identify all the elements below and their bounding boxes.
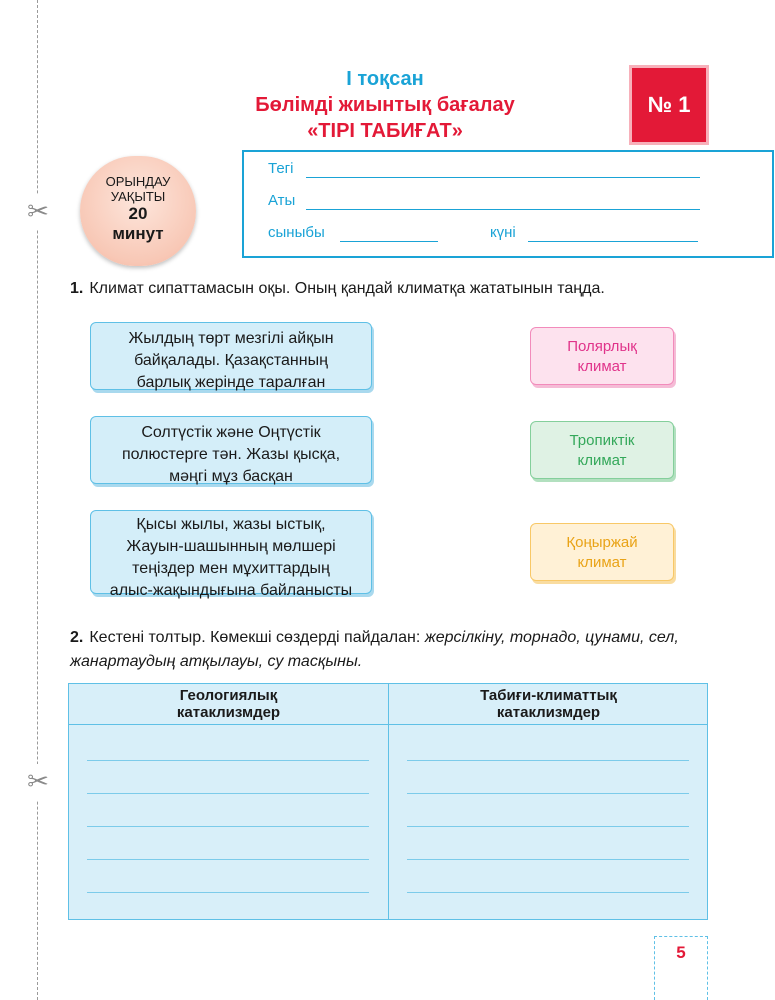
description-line: алыс-жақындығына байланысты (109, 582, 353, 599)
climate-option-label: Полярлық (567, 338, 637, 355)
answer-line-left[interactable] (87, 859, 369, 860)
assessment-title: Бөлімді жиынтық бағалау (255, 94, 515, 116)
climate-option-label: Қоңыржай (566, 534, 638, 551)
description-line: Жауын-шашынның мөлшері (126, 538, 336, 555)
answer-line-right[interactable] (407, 892, 689, 893)
time-badge (80, 156, 196, 266)
climate-option-label: Тропиктік (569, 432, 635, 449)
table-header-climatic (389, 687, 708, 721)
climate-option-tropical[interactable] (530, 421, 674, 479)
answer-line-left[interactable] (87, 826, 369, 827)
answer-line-left[interactable] (87, 892, 369, 893)
answer-line-left[interactable] (87, 793, 369, 794)
time-unit: минут (112, 224, 164, 243)
header-line: катаклизмдер (496, 704, 601, 721)
answer-line-right[interactable] (407, 793, 689, 794)
climate-option-label: климат (577, 452, 627, 469)
header-line: Геологиялық (179, 687, 278, 704)
answer-line-right[interactable] (407, 760, 689, 761)
description-line: теңіздер мен мұхиттардың (132, 560, 330, 577)
task-2-helper-words: жерсілкіну, торнадо, цунами, сел, жанартаудың атқылауы, су тасқыны. (70, 629, 679, 670)
student-info-box (242, 150, 774, 258)
cataclysm-table (68, 683, 708, 920)
description-line: Жылдың төрт мезгілі айқын (128, 330, 334, 347)
climate-option-label: климат (577, 358, 627, 375)
task-2-text: Кестені толтыр. Көмекші сөздерді пайдалан: (89, 629, 425, 646)
table-header-geological (69, 687, 388, 721)
date-label: күні (490, 224, 516, 241)
quarter-title: І тоқсан (346, 68, 424, 90)
task-1-text: Климат сипаттамасын оқы. Оның қандай климатқа жататынын таңда. (89, 280, 605, 297)
surname-field[interactable] (268, 160, 700, 182)
climate-description-2[interactable] (90, 416, 372, 484)
page-number: 5 (654, 936, 708, 1000)
task-1-number: 1. (70, 280, 84, 297)
class-field[interactable] (268, 224, 438, 246)
climate-option-polar[interactable] (530, 327, 674, 385)
description-line: Қысы жылы, жазы ыстық, (136, 516, 326, 533)
name-label: Аты (268, 192, 296, 209)
answer-line-right[interactable] (407, 826, 689, 827)
time-label-2: УАҚЫТЫ (110, 189, 166, 204)
surname-line (306, 177, 700, 178)
header-line: катаклизмдер (176, 704, 281, 721)
header-line: Табиғи-климаттық (480, 687, 617, 704)
task-2-number: 2. (70, 629, 84, 646)
climate-option-temperate[interactable] (530, 523, 674, 581)
answer-line-right[interactable] (407, 859, 689, 860)
name-line (306, 209, 700, 210)
climate-description-1[interactable] (90, 322, 372, 390)
class-label: сыныбы (268, 224, 325, 241)
description-line: полюстерге тән. Жазы қысқа, (121, 446, 341, 463)
description-line: мәңгі мұз басқан (169, 468, 293, 485)
date-line (528, 241, 698, 242)
climate-description-3[interactable] (90, 510, 372, 599)
table-header-divider (69, 724, 707, 725)
task-2-prompt (70, 626, 710, 674)
answer-line-left[interactable] (87, 760, 369, 761)
cut-line (37, 0, 38, 1000)
time-label-1: ОРЫНДАУ (105, 174, 171, 189)
name-field[interactable] (268, 192, 700, 214)
assessment-number-badge: № 1 (632, 68, 706, 142)
date-field[interactable] (490, 224, 698, 246)
time-minutes: 20 (128, 204, 148, 223)
surname-label: Тегі (268, 160, 294, 177)
task-1-prompt (70, 280, 605, 298)
scissors-icon: ✂ (24, 764, 52, 800)
climate-option-label: климат (577, 554, 627, 571)
description-line: барлық жерінде таралған (136, 374, 326, 391)
description-line: байқалады. Қазақстанның (134, 352, 328, 369)
class-line (340, 241, 438, 242)
scissors-icon: ✂ (24, 194, 52, 230)
description-line: Солтүстік және Оңтүстік (141, 424, 321, 441)
page-header (170, 66, 600, 144)
topic-title: «ТІРІ ТАБИҒАТ» (307, 120, 463, 142)
